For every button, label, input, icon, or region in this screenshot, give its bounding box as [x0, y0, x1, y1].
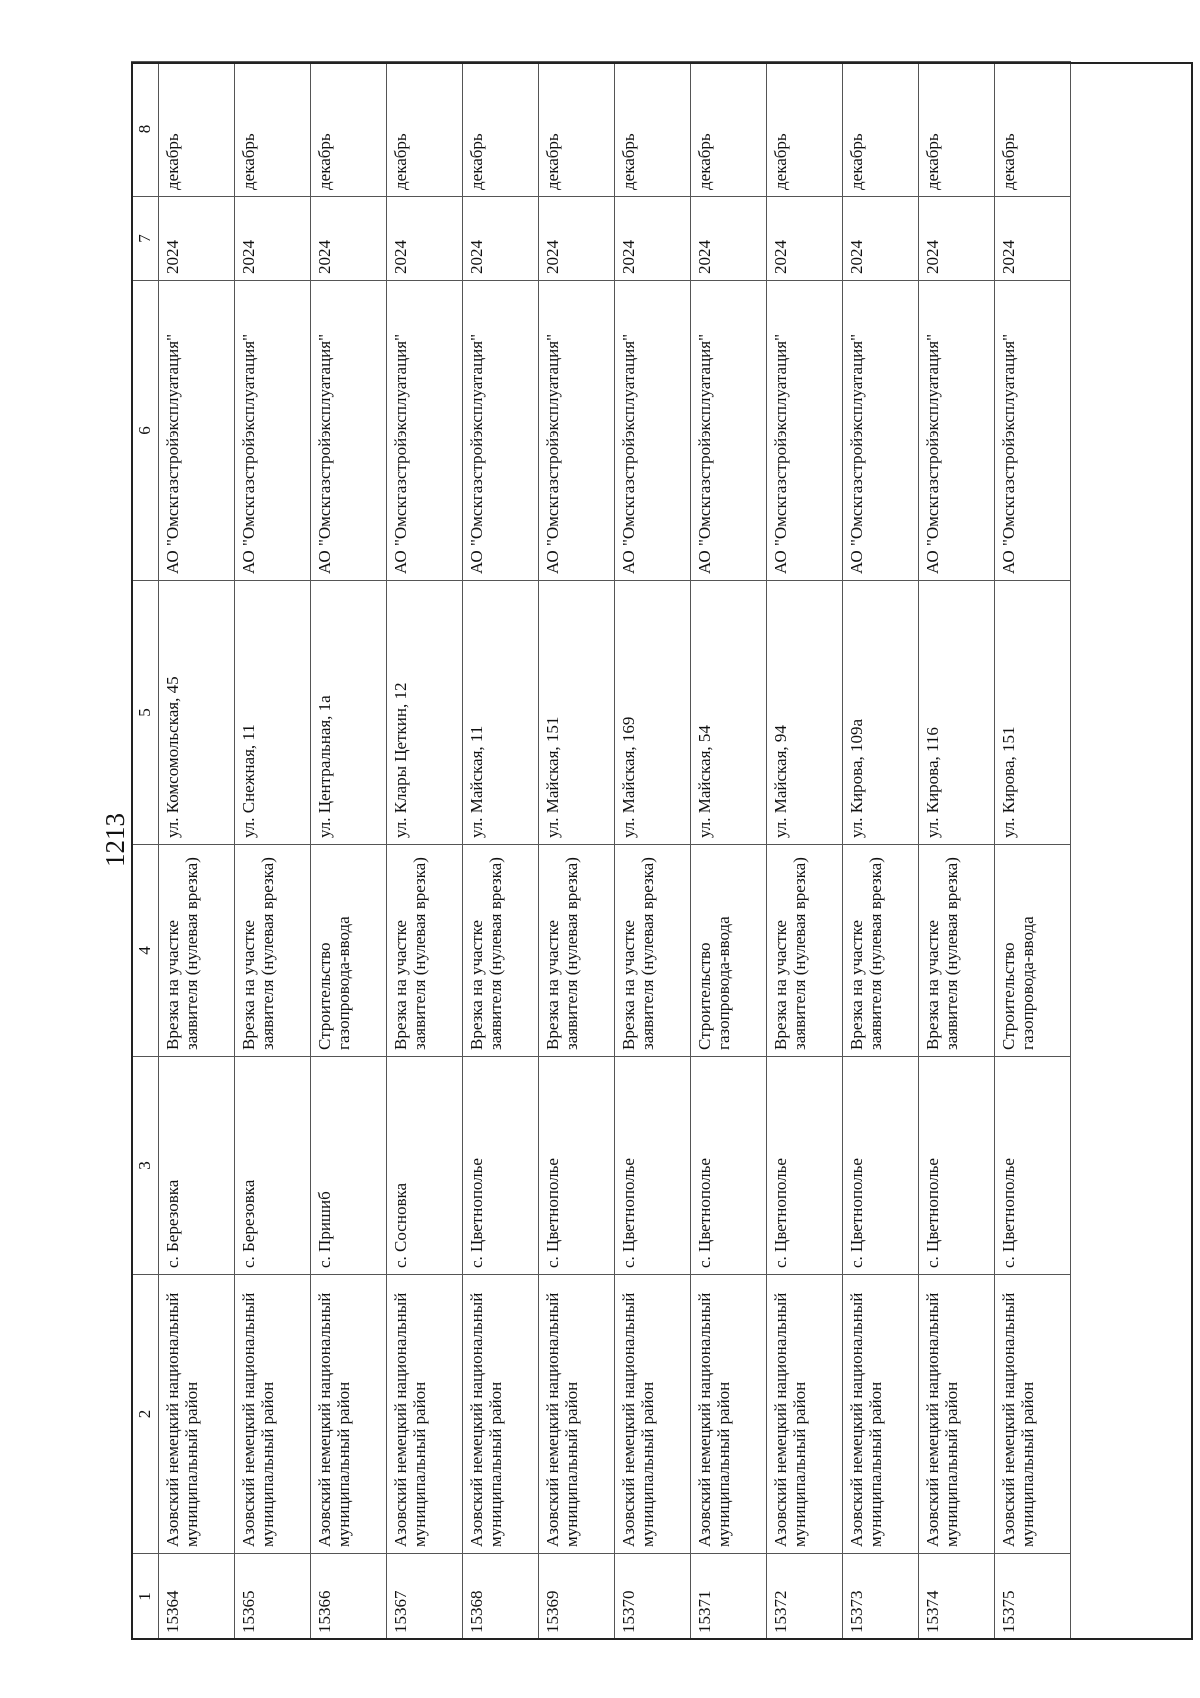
- work-type-cell: Врезка на участке заявителя (нулевая врезка): [159, 845, 235, 1057]
- table-row: [311, 62, 387, 1640]
- year-cell: 2024: [843, 197, 919, 281]
- work-type-cell: Врезка на участке заявителя (нулевая врезка): [919, 845, 995, 1057]
- organization-cell: АО "Омскгазстройэксплуатация": [919, 281, 995, 581]
- locality-cell: с. Цветнополье: [463, 1057, 539, 1275]
- column-header: 2: [132, 1275, 159, 1554]
- work-type-cell: Строительство газопровода-ввода: [995, 845, 1071, 1057]
- organization-cell: АО "Омскгазстройэксплуатация": [843, 281, 919, 581]
- locality-cell: с. Цветнополье: [843, 1057, 919, 1275]
- work-type-cell: Врезка на участке заявителя (нулевая врезка): [235, 845, 311, 1057]
- year-cell: 2024: [159, 197, 235, 281]
- month-cell: декабрь: [615, 62, 691, 197]
- work-type-cell: Врезка на участке заявителя (нулевая врезка): [463, 845, 539, 1057]
- month-cell: декабрь: [843, 62, 919, 197]
- month-cell: декабрь: [919, 62, 995, 197]
- locality-cell: с. Цветнополье: [615, 1057, 691, 1275]
- column-header: 7: [132, 197, 159, 281]
- table-row: [995, 62, 1071, 1640]
- district-cell: Азовский немецкий национальный муниципальный район: [311, 1275, 387, 1554]
- year-cell: 2024: [235, 197, 311, 281]
- row-number: 15366: [311, 1554, 387, 1640]
- table-row: [235, 62, 311, 1640]
- table-row: [919, 62, 995, 1640]
- column-header: 8: [132, 62, 159, 197]
- month-cell: декабрь: [539, 62, 615, 197]
- month-cell: декабрь: [691, 62, 767, 197]
- row-number: 15367: [387, 1554, 463, 1640]
- year-cell: 2024: [311, 197, 387, 281]
- row-number: 15375: [995, 1554, 1071, 1640]
- month-cell: декабрь: [767, 62, 843, 197]
- row-number: 15370: [615, 1554, 691, 1640]
- address-cell: ул. Комсомольская, 45: [159, 581, 235, 845]
- locality-cell: с. Березовка: [235, 1057, 311, 1275]
- work-type-cell: Врезка на участке заявителя (нулевая врезка): [615, 845, 691, 1057]
- organization-cell: АО "Омскгазстройэксплуатация": [691, 281, 767, 581]
- column-header: 4: [132, 845, 159, 1057]
- address-cell: ул. Клары Цеткин, 12: [387, 581, 463, 845]
- locality-cell: с. Березовка: [159, 1057, 235, 1275]
- organization-cell: АО "Омскгазстройэксплуатация": [235, 281, 311, 581]
- address-cell: ул. Кирова, 109а: [843, 581, 919, 845]
- year-cell: 2024: [919, 197, 995, 281]
- row-number: 15365: [235, 1554, 311, 1640]
- address-cell: ул. Кирова, 151: [995, 581, 1071, 845]
- table-row: [539, 62, 615, 1640]
- district-cell: Азовский немецкий национальный муниципальный район: [843, 1275, 919, 1554]
- address-cell: ул. Центральная, 1а: [311, 581, 387, 845]
- year-cell: 2024: [463, 197, 539, 281]
- header-row: [132, 62, 159, 1640]
- column-header: 1: [132, 1554, 159, 1640]
- column-header: 5: [132, 581, 159, 845]
- year-cell: 2024: [387, 197, 463, 281]
- year-cell: 2024: [767, 197, 843, 281]
- table-row: [691, 62, 767, 1640]
- year-cell: 2024: [539, 197, 615, 281]
- table-body: [159, 62, 1071, 1640]
- locality-cell: с. Цветнополье: [995, 1057, 1071, 1275]
- work-type-cell: Врезка на участке заявителя (нулевая врезка): [539, 845, 615, 1057]
- address-cell: ул. Майская, 11: [463, 581, 539, 845]
- page-number: 1213: [100, 813, 130, 867]
- district-cell: Азовский немецкий национальный муниципальный район: [767, 1275, 843, 1554]
- address-cell: ул. Майская, 151: [539, 581, 615, 845]
- table-row: [615, 62, 691, 1640]
- address-cell: ул. Майская, 94: [767, 581, 843, 845]
- table-row: [767, 62, 843, 1640]
- district-cell: Азовский немецкий национальный муниципальный район: [691, 1275, 767, 1554]
- work-type-cell: Строительство газопровода-ввода: [691, 845, 767, 1057]
- table-row: [843, 62, 919, 1640]
- address-cell: ул. Снежная, 11: [235, 581, 311, 845]
- organization-cell: АО "Омскгазстройэксплуатация": [311, 281, 387, 581]
- district-cell: Азовский немецкий национальный муниципальный район: [995, 1275, 1071, 1554]
- work-type-cell: Врезка на участке заявителя (нулевая врезка): [843, 845, 919, 1057]
- month-cell: декабрь: [159, 62, 235, 197]
- work-type-cell: Врезка на участке заявителя (нулевая врезка): [767, 845, 843, 1057]
- work-type-cell: Врезка на участке заявителя (нулевая врезка): [387, 845, 463, 1057]
- year-cell: 2024: [995, 197, 1071, 281]
- row-number: 15372: [767, 1554, 843, 1640]
- organization-cell: АО "Омскгазстройэксплуатация": [767, 281, 843, 581]
- month-cell: декабрь: [463, 62, 539, 197]
- locality-cell: с. Цветнополье: [691, 1057, 767, 1275]
- table-row: [463, 62, 539, 1640]
- month-cell: декабрь: [235, 62, 311, 197]
- work-type-cell: Строительство газопровода-ввода: [311, 845, 387, 1057]
- year-cell: 2024: [691, 197, 767, 281]
- organization-cell: АО "Омскгазстройэксплуатация": [387, 281, 463, 581]
- district-cell: Азовский немецкий национальный муниципальный район: [463, 1275, 539, 1554]
- table-row: [159, 62, 235, 1640]
- organization-cell: АО "Омскгазстройэксплуатация": [159, 281, 235, 581]
- district-cell: Азовский немецкий национальный муниципальный район: [235, 1275, 311, 1554]
- month-cell: декабрь: [995, 62, 1071, 197]
- organization-cell: АО "Омскгазстройэксплуатация": [615, 281, 691, 581]
- year-cell: 2024: [615, 197, 691, 281]
- row-number: 15371: [691, 1554, 767, 1640]
- row-number: 15364: [159, 1554, 235, 1640]
- row-number: 15374: [919, 1554, 995, 1640]
- row-number: 15368: [463, 1554, 539, 1640]
- organization-cell: АО "Омскгазстройэксплуатация": [995, 281, 1071, 581]
- locality-cell: с. Цветнополье: [767, 1057, 843, 1275]
- rotated-table-container: [131, 62, 1193, 1640]
- gas-connection-table: [131, 61, 1071, 1640]
- district-cell: Азовский немецкий национальный муниципальный район: [159, 1275, 235, 1554]
- district-cell: Азовский немецкий национальный муниципальный район: [387, 1275, 463, 1554]
- district-cell: Азовский немецкий национальный муниципальный район: [539, 1275, 615, 1554]
- row-number: 15373: [843, 1554, 919, 1640]
- address-cell: ул. Майская, 54: [691, 581, 767, 845]
- locality-cell: с. Цветнополье: [919, 1057, 995, 1275]
- table-row: [387, 62, 463, 1640]
- district-cell: Азовский немецкий национальный муниципальный район: [919, 1275, 995, 1554]
- address-cell: ул. Майская, 169: [615, 581, 691, 845]
- month-cell: декабрь: [387, 62, 463, 197]
- district-cell: Азовский немецкий национальный муниципальный район: [615, 1275, 691, 1554]
- month-cell: декабрь: [311, 62, 387, 197]
- address-cell: ул. Кирова, 116: [919, 581, 995, 845]
- locality-cell: с. Сосновка: [387, 1057, 463, 1275]
- locality-cell: с. Цветнополье: [539, 1057, 615, 1275]
- column-header: 6: [132, 281, 159, 581]
- organization-cell: АО "Омскгазстройэксплуатация": [463, 281, 539, 581]
- organization-cell: АО "Омскгазстройэксплуатация": [539, 281, 615, 581]
- locality-cell: с. Пришиб: [311, 1057, 387, 1275]
- row-number: 15369: [539, 1554, 615, 1640]
- column-header: 3: [132, 1057, 159, 1275]
